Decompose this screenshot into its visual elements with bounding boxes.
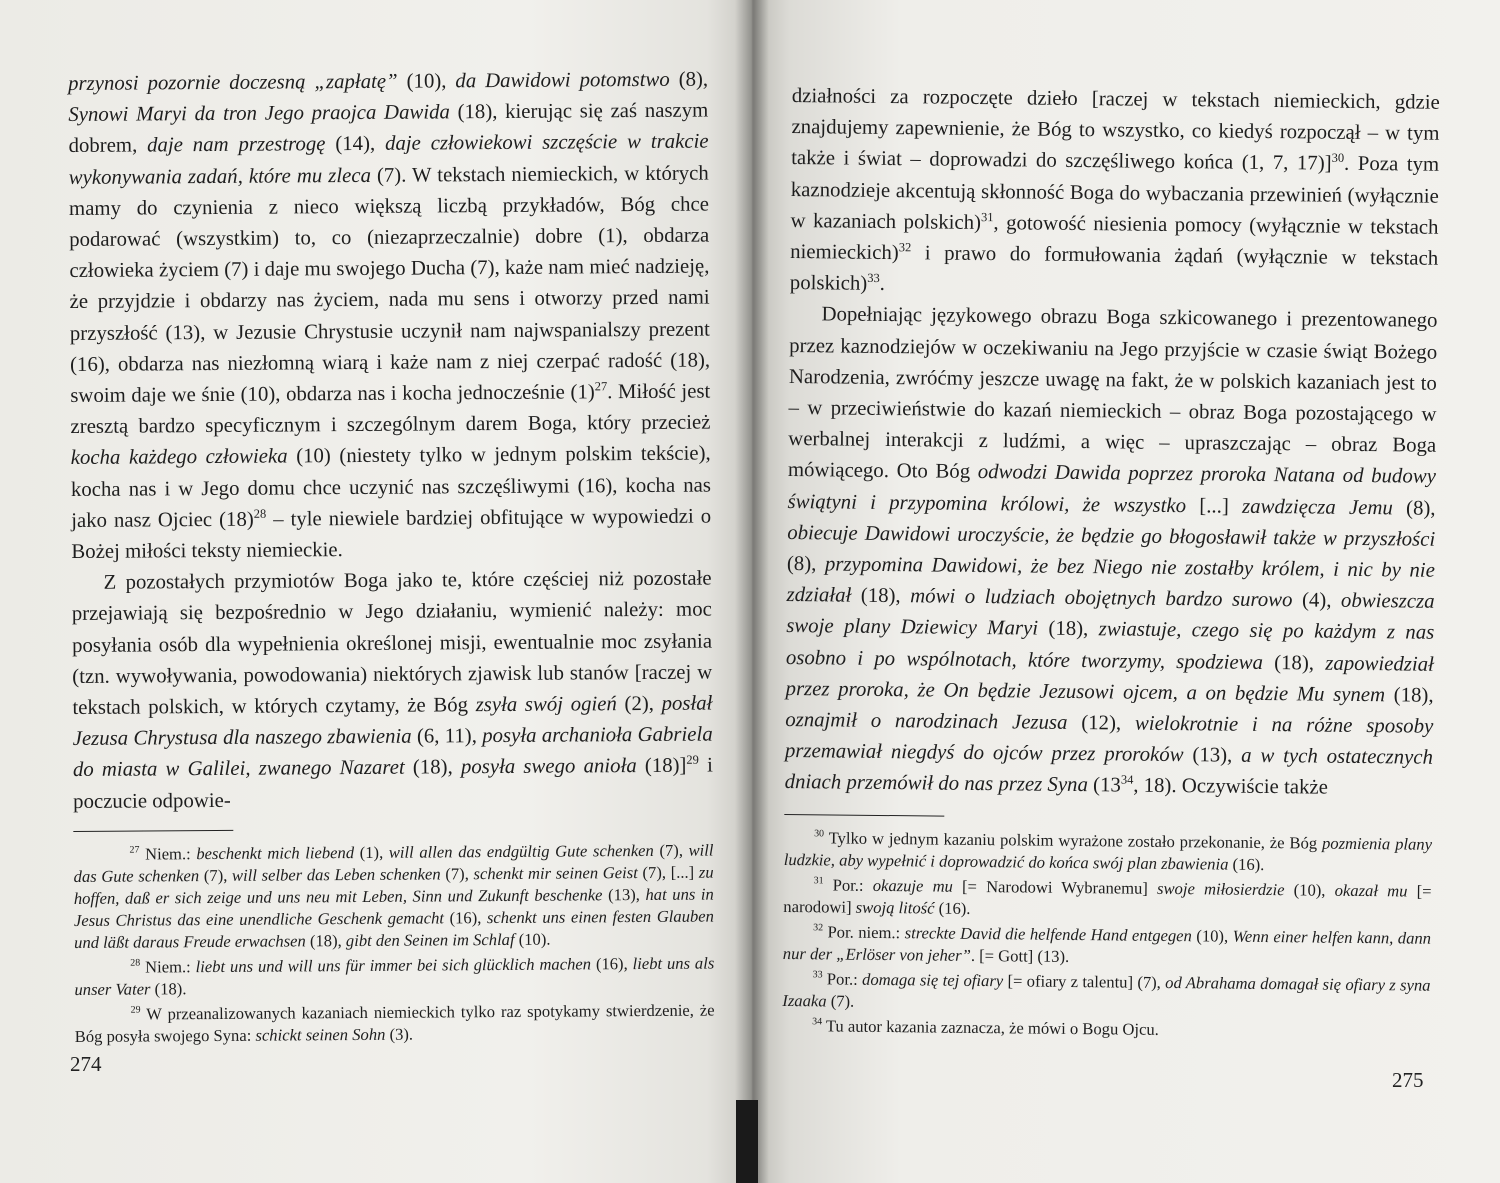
body-paragraph: Z pozostałych przymiotów Boga jako te, które częściej niż pozostałe przejawiają się bezpośrednio w Jego działaniu, wymienić należy: moc posyłania osób dla wypełnienia określonej misji, ewentualnie moc zsyłania (tzn. wywoływania, powodowania) niektórych zjawisk lub stanów [raczej w tekstach polskich, w których czytamy, że Bóg zsyła swój ogień (2), posłał Jezusa Chrystusa dla naszego zbawienia (6, 11), posyła archanioła Gabriela do miasta w Galilei, zwanego Nazaret (18), posyła swego anioła (18)]$^{29}$ i poczucie odpowie- — [71, 566, 713, 813]
body-paragraph: przynosi pozornie doczesną „zapłatę” (10), da Dawidowi potomstwo (8), Synowi Maryi da tron Jego praojca Dawida (18), kierując się zaś naszym dobrem, daje nam przestrogę (14), daje człowiekowi szczęście w trakcie wykonywania zadań, które mu zleca (7). W tekstach niemieckich, w których mamy do czynienia z nieco większą liczbą przykładów, Bóg chce podarować (wszystkim) to, co (niezaprzeczalnie) dobre (1), obdarza człowieka życiem (7) i daje mu swojego Ducha (7), każe nam mieć nadzieję, że przyjdzie i obdarzy nas życiem, nada mu sens i otworzy przed nami przyszłość (13), w Jezusie Chrystusie uczynił nam najwspanialszy prezent (16), obdarza nas niezłomną wiarą i każe nam z niej czerpać radość (18), swoim daje we śnie (10), obdarza nas i kocha jednocześnie $(1)^{27}$. Miłość jest zresztą bardzo specyficznym i szczególnym darem Boga, który przecież kocha każdego człowieka (10) (niestety tylko w jednym polskim tekście), kocha nas i w Jego domu chce uczynić nas szczęśliwymi (16), kocha nas jako nasz Ojciec $(18)^{28}$ – tyle niewiele bardziej obfitujące w wypowiedzi o Bożej miłości teksty niemieckie. — [68, 67, 712, 564]
footnote-text: Tu autor kazania zaznacza, że mówi o Bogu Ojcu. — [821, 1016, 1159, 1039]
left-body-text — [68, 64, 713, 817]
footnote-text: Por. niem.: streckte David die helfende Hand entgegen (10), Wenn einer helfen kann, dann nur der „Erlöser von jeher”. [= Gott] (13). — [782, 922, 1432, 966]
footnote-text: Niem.: beschenkt mich liebend (1), will allen das endgültig Gute schenken (7), will das Gute schenken (7), will selber das Leben schenken (7), schenkt mir seinen Geist (7), [...] zu hoffen, daß er sich zeige und uns neu mit Leben, Sinn und Zukunft beschenke (13), hat uns in Jesus Christus das eine unendliche Geschenk gemacht (16), schenkt uns einen festen Glauben und läßt daraus Freude erwachsen (18), gibt den Seinen im Schlaf (10). — [73, 840, 715, 952]
footnote-text: Por.: okazuje mu [= Narodowi Wybranemu] swoje miłosierdzie (10), okazał mu [= narodowi] swoją litość (16). — [783, 875, 1432, 918]
footnote-28 — [74, 952, 714, 1000]
footnote-33 — [782, 968, 1430, 1019]
footnote-30 — [784, 827, 1432, 878]
footnote-29 — [75, 999, 715, 1047]
footnote-number: 29 — [130, 1004, 141, 1016]
footnote-32 — [783, 921, 1431, 972]
footnote-text: W przeanalizowanych kazaniach niemieckich tylko raz spotykamy stwierdzenie, że Bóg posyła swojego Syna: schickt seinen Sohn (3). — [74, 1000, 715, 1046]
footnote-number: 28 — [130, 957, 141, 969]
footnote-rule — [73, 830, 233, 832]
book-spine-edge — [736, 1100, 758, 1183]
right-footnotes — [782, 827, 1432, 1044]
footnote-text: Por.: domaga się tej ofiary [= ofiary z talentu] (7), od Abrahama domagał się ofiary z syna Izaaka (7). — [782, 969, 1431, 1011]
footnote-number: 34 — [812, 1016, 823, 1028]
right-body-text — [784, 80, 1439, 804]
left-footnotes — [73, 839, 714, 1047]
footnote-rule — [784, 814, 944, 817]
footnote-text: Tylko w jednym kazaniu polskim wyrażone zostało przekonanie, że Bóg pozmienia plany ludzkie, aby wypełnić i doprowadzić do końca swój plan zbawienia (16). — [783, 828, 1433, 874]
right-page-text-block — [782, 80, 1440, 1046]
footnote-31 — [783, 874, 1431, 925]
footnote-number: 30 — [814, 828, 825, 840]
book-gutter-shadow — [735, 0, 769, 1183]
footnote-number: 31 — [813, 875, 824, 887]
footnote-34 — [782, 1015, 1430, 1044]
left-page-text-block — [68, 64, 715, 1051]
body-paragraph: działności za rozpoczęte dzieło [raczej w tekstach niemieckich, gdzie znajdujemy zapewnienie, że Bóg to wszystko, co kiedyś rozpoczął – w tym także i świat – doprowadzi do szczęśliwego końca (1, 7, 17)]$^{30}$. Poza tym kaznodzieje akcentują skłonność Boga do wybaczania przewinień (wyłącznie w kazaniach polskich)$^{31}$, gotowość niesienia pomocy (wyłącznie w tekstach niemieckich)$^{32}$ i prawo do formułowania żądań (wyłącznie w tekstach polskich)$^{33}$. — [789, 83, 1440, 296]
footnote-number: 27 — [129, 844, 140, 856]
footnote-27 — [73, 839, 714, 953]
right-page — [752, 0, 1500, 1183]
footnote-number: 32 — [813, 922, 824, 934]
page-number: 275 — [1392, 1068, 1424, 1092]
body-paragraph: Dopełniając językowego obrazu Boga szkicowanego i prezentowanego przez kaznodziejów w oczekiwaniu na Jego przyjście w czasie świąt Bożego Narodzenia, zwróćmy jeszcze uwagę na fakt, że w polskich kazaniach jest to – w przeciwieństwie do kazań niemieckich – obraz Boga pozostającego w werbalnej interakcji z ludźmi, a więc – upraszczając – obraz Boga mówiącego. Oto Bóg odwodzi Dawida poprzez proroka Natana od budowy świątyni i przypomina królowi, że wszystko [...] zawdzięcza Jemu (8), obiecuje Dawidowi uroczyście, że będzie go błogosławił także w przyszłości (8), przypomina Dawidowi, że bez Niego nie zostałby królem, i nic by nie zdziałał (18), mówi o ludziach obojętnych bardzo surowo (4), obwieszcza swoje plany Dziewicy Maryi (18), zwiastuje, czego się po każdym z nas osobno i po wspólnotach, które tworzymy, spodziewa (18), zapowiedział przez proroka, że On będzie Jezusowi ojcem, a on będzie Mu synem (18), oznajmił o narodzinach Jezusa (12), wielokrotnie i na różne sposoby przemawiał niegdyś do ojców przez proroków (13), a w tych ostatecznych dniach przemówił do nas przez Syna ($13^{34}$, 18). Oczywiście także — [784, 302, 1438, 800]
page-number: 274 — [70, 1052, 102, 1076]
footnote-number: 33 — [812, 969, 823, 981]
footnote-text: Niem.: liebt uns und will uns für immer bei sich glücklich machen (16), liebt uns als unser Vater (18). — [74, 953, 715, 999]
